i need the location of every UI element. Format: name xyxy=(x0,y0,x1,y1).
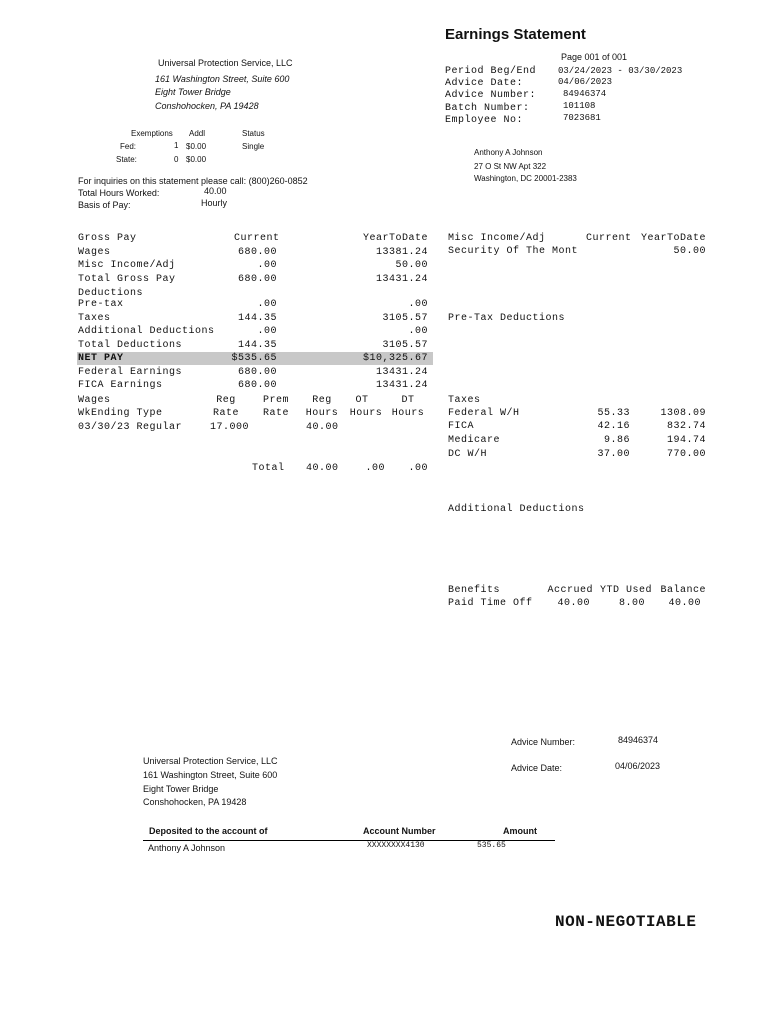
earnings-current: 680.00 xyxy=(237,247,277,258)
balance-header: Balance xyxy=(660,585,706,596)
fed-exemptions: 1 xyxy=(174,141,179,150)
earnings-ytd: 3105.57 xyxy=(382,340,428,351)
earnings-ytd: 13381.24 xyxy=(375,247,428,258)
deposit-name: Anthony A Johnson xyxy=(148,843,226,853)
statement-title: Earnings Statement xyxy=(445,26,586,43)
taxes-title: Taxes xyxy=(448,395,481,406)
accrued-header: Accrued xyxy=(547,585,593,596)
earnings-label: Total Gross Pay xyxy=(78,274,176,285)
wkending-type-header: WkEnding Type xyxy=(78,408,163,419)
current-header: Current xyxy=(234,233,280,244)
ytd-used-header: YTD Used xyxy=(599,585,652,596)
stub-company-line2: Eight Tower Bridge xyxy=(143,784,219,794)
exemptions-header: Exemptions xyxy=(131,129,173,138)
tax-current: 9.86 xyxy=(603,435,630,446)
earnings-current: .00 xyxy=(257,326,277,337)
reg-hours-header-2: Hours xyxy=(305,408,339,419)
company-address-line3: Conshohocken, PA 19428 xyxy=(155,101,259,111)
misc-income-header: Misc Income/Adj xyxy=(448,233,546,244)
stub-advice-date: 04/06/2023 xyxy=(615,761,661,771)
tax-current: 55.33 xyxy=(597,408,630,419)
employee-name: Anthony A Johnson xyxy=(474,148,543,157)
non-negotiable-stamp: NON-NEGOTIABLE xyxy=(555,913,697,931)
stub-company-line1: 161 Washington Street, Suite 600 xyxy=(143,770,278,780)
total-hours-label: Total Hours Worked: xyxy=(78,188,160,198)
reg-hours-header-1: Reg xyxy=(312,395,332,406)
tax-current: 37.00 xyxy=(597,449,630,460)
total-label: Total xyxy=(252,463,285,474)
earnings-label: Pre-tax xyxy=(78,299,124,310)
earnings-label: Wages xyxy=(78,247,111,258)
earnings-ytd: .00 xyxy=(408,299,428,310)
pretax-deductions-title: Pre-Tax Deductions xyxy=(448,313,566,324)
tax-ytd: 770.00 xyxy=(666,449,706,460)
state-exemptions: 0 xyxy=(174,155,179,164)
gross-pay-header: Gross Pay xyxy=(78,233,137,244)
state-addl: $0.00 xyxy=(186,155,207,164)
benefit-label: Paid Time Off xyxy=(448,598,533,609)
fed-addl: $0.00 xyxy=(186,142,207,151)
tax-ytd: 194.74 xyxy=(666,435,706,446)
earnings-ytd: 13431.24 xyxy=(375,380,428,391)
tax-label: Federal W/H xyxy=(448,408,520,419)
ot-hours-header-1: OT xyxy=(355,395,369,406)
employee-address-line1: 27 O St NW Apt 322 xyxy=(474,162,547,171)
company-name: Universal Protection Service, LLC xyxy=(158,58,293,68)
tax-label: Medicare xyxy=(448,435,501,446)
earnings-label: Misc Income/Adj xyxy=(78,260,176,271)
stub-advice-number: 84946374 xyxy=(618,735,659,745)
advice-date-value: 04/06/2023 xyxy=(558,77,613,87)
deposit-amount: 535.65 xyxy=(477,841,506,850)
earnings-ytd: 13431.24 xyxy=(375,367,428,378)
advice-date-label: Advice Date: xyxy=(445,78,524,89)
deposited-to-header: Deposited to the account of xyxy=(149,826,268,836)
earnings-ytd: .00 xyxy=(408,326,428,337)
stub-company-name: Universal Protection Service, LLC xyxy=(143,756,278,766)
period-label: Period Beg/End xyxy=(445,66,537,77)
tax-label: DC W/H xyxy=(448,449,488,460)
net-pay-current: $535.65 xyxy=(231,353,277,364)
earnings-label: Deductions xyxy=(78,288,144,299)
net-pay-label: NET PAY xyxy=(78,353,124,364)
fed-status: Single xyxy=(242,142,265,151)
dt-hours-header-2: Hours xyxy=(391,408,425,419)
account-number-header: Account Number xyxy=(363,826,436,836)
stub-company-line3: Conshohocken, PA 19428 xyxy=(143,797,247,807)
amount-header: Amount xyxy=(503,826,537,836)
batch-number-value: 101108 xyxy=(563,101,596,111)
dt-hours-header-1: DT xyxy=(401,395,415,406)
ytd-header: YearToDate xyxy=(362,233,428,244)
total-dt-hours: .00 xyxy=(408,463,428,474)
total-ot-hours: .00 xyxy=(365,463,385,474)
earnings-ytd: 3105.57 xyxy=(382,313,428,324)
basis-of-pay-value: Hourly xyxy=(201,198,228,208)
earnings-current: 680.00 xyxy=(237,380,277,391)
stub-advice-date-label: Advice Date: xyxy=(511,763,563,773)
reg-rate-header-2: Rate xyxy=(212,408,239,419)
earnings-ytd: 13431.24 xyxy=(375,274,428,285)
state-label: State: xyxy=(116,155,137,164)
employee-address-line2: Washington, DC 20001-2383 xyxy=(474,174,577,183)
advice-number-value: 84946374 xyxy=(563,89,607,99)
fed-label: Fed: xyxy=(120,142,137,151)
earnings-current: 680.00 xyxy=(237,274,277,285)
wages-header: Wages xyxy=(78,395,111,406)
basis-of-pay-label: Basis of Pay: xyxy=(78,200,131,210)
earnings-label: Total Deductions xyxy=(78,340,183,351)
earnings-current: 680.00 xyxy=(237,367,277,378)
company-address-line1: 161 Washington Street, Suite 600 xyxy=(155,74,290,84)
earnings-current: 144.35 xyxy=(237,313,277,324)
total-hours-value: 40.00 xyxy=(204,186,227,196)
reg-rate-header-1: Reg xyxy=(216,395,236,406)
addl-header: Addl xyxy=(189,129,206,138)
inquiry-text: For inquiries on this statement please call: (800)260-0852 xyxy=(78,176,308,186)
period-value: 03/24/2023 - 03/30/2023 xyxy=(558,66,683,76)
employee-number-label: Employee No: xyxy=(445,115,524,126)
earnings-current: .00 xyxy=(257,299,277,310)
earnings-label: FICA Earnings xyxy=(78,380,163,391)
earnings-label: Additional Deductions xyxy=(78,326,215,337)
batch-number-label: Batch Number: xyxy=(445,103,530,114)
benefit-accrued: 40.00 xyxy=(557,598,590,609)
stub-advice-number-label: Advice Number: xyxy=(511,737,576,747)
earnings-current: 144.35 xyxy=(237,340,277,351)
misc-row-label: Security Of The Mont xyxy=(448,246,579,257)
benefit-used: 8.00 xyxy=(618,598,645,609)
additional-deductions-title: Additional Deductions xyxy=(448,504,585,515)
tax-ytd: 1308.09 xyxy=(660,408,706,419)
tax-ytd: 832.74 xyxy=(666,421,706,432)
tax-label: FICA xyxy=(448,421,475,432)
reg-rate: 17.000 xyxy=(210,422,250,433)
deposit-account-number: XXXXXXXX4130 xyxy=(367,841,425,850)
advice-number-label: Advice Number: xyxy=(445,90,537,101)
reg-hours: 40.00 xyxy=(306,422,339,433)
earnings-current: .00 xyxy=(257,260,277,271)
prem-rate-header-1: Prem xyxy=(262,395,289,406)
benefits-header: Benefits xyxy=(448,585,501,596)
ot-hours-header-2: Hours xyxy=(349,408,383,419)
misc-ytd-header: YearToDate xyxy=(640,233,706,244)
benefit-balance: 40.00 xyxy=(668,598,701,609)
status-header: Status xyxy=(242,129,265,138)
total-reg-hours: 40.00 xyxy=(306,463,339,474)
earnings-label: Federal Earnings xyxy=(78,367,183,378)
employee-number-value: 7023681 xyxy=(563,113,601,123)
wkending-type: 03/30/23 Regular xyxy=(78,422,183,433)
earnings-ytd: 50.00 xyxy=(395,260,428,271)
misc-current-header: Current xyxy=(586,233,632,244)
earnings-label: Taxes xyxy=(78,313,111,324)
company-address-line2: Eight Tower Bridge xyxy=(155,87,231,97)
misc-row-ytd: 50.00 xyxy=(673,246,706,257)
prem-rate-header-2: Rate xyxy=(262,408,289,419)
page-number: Page 001 of 001 xyxy=(561,52,628,62)
net-pay-ytd: $10,325.67 xyxy=(362,353,428,364)
tax-current: 42.16 xyxy=(597,421,630,432)
